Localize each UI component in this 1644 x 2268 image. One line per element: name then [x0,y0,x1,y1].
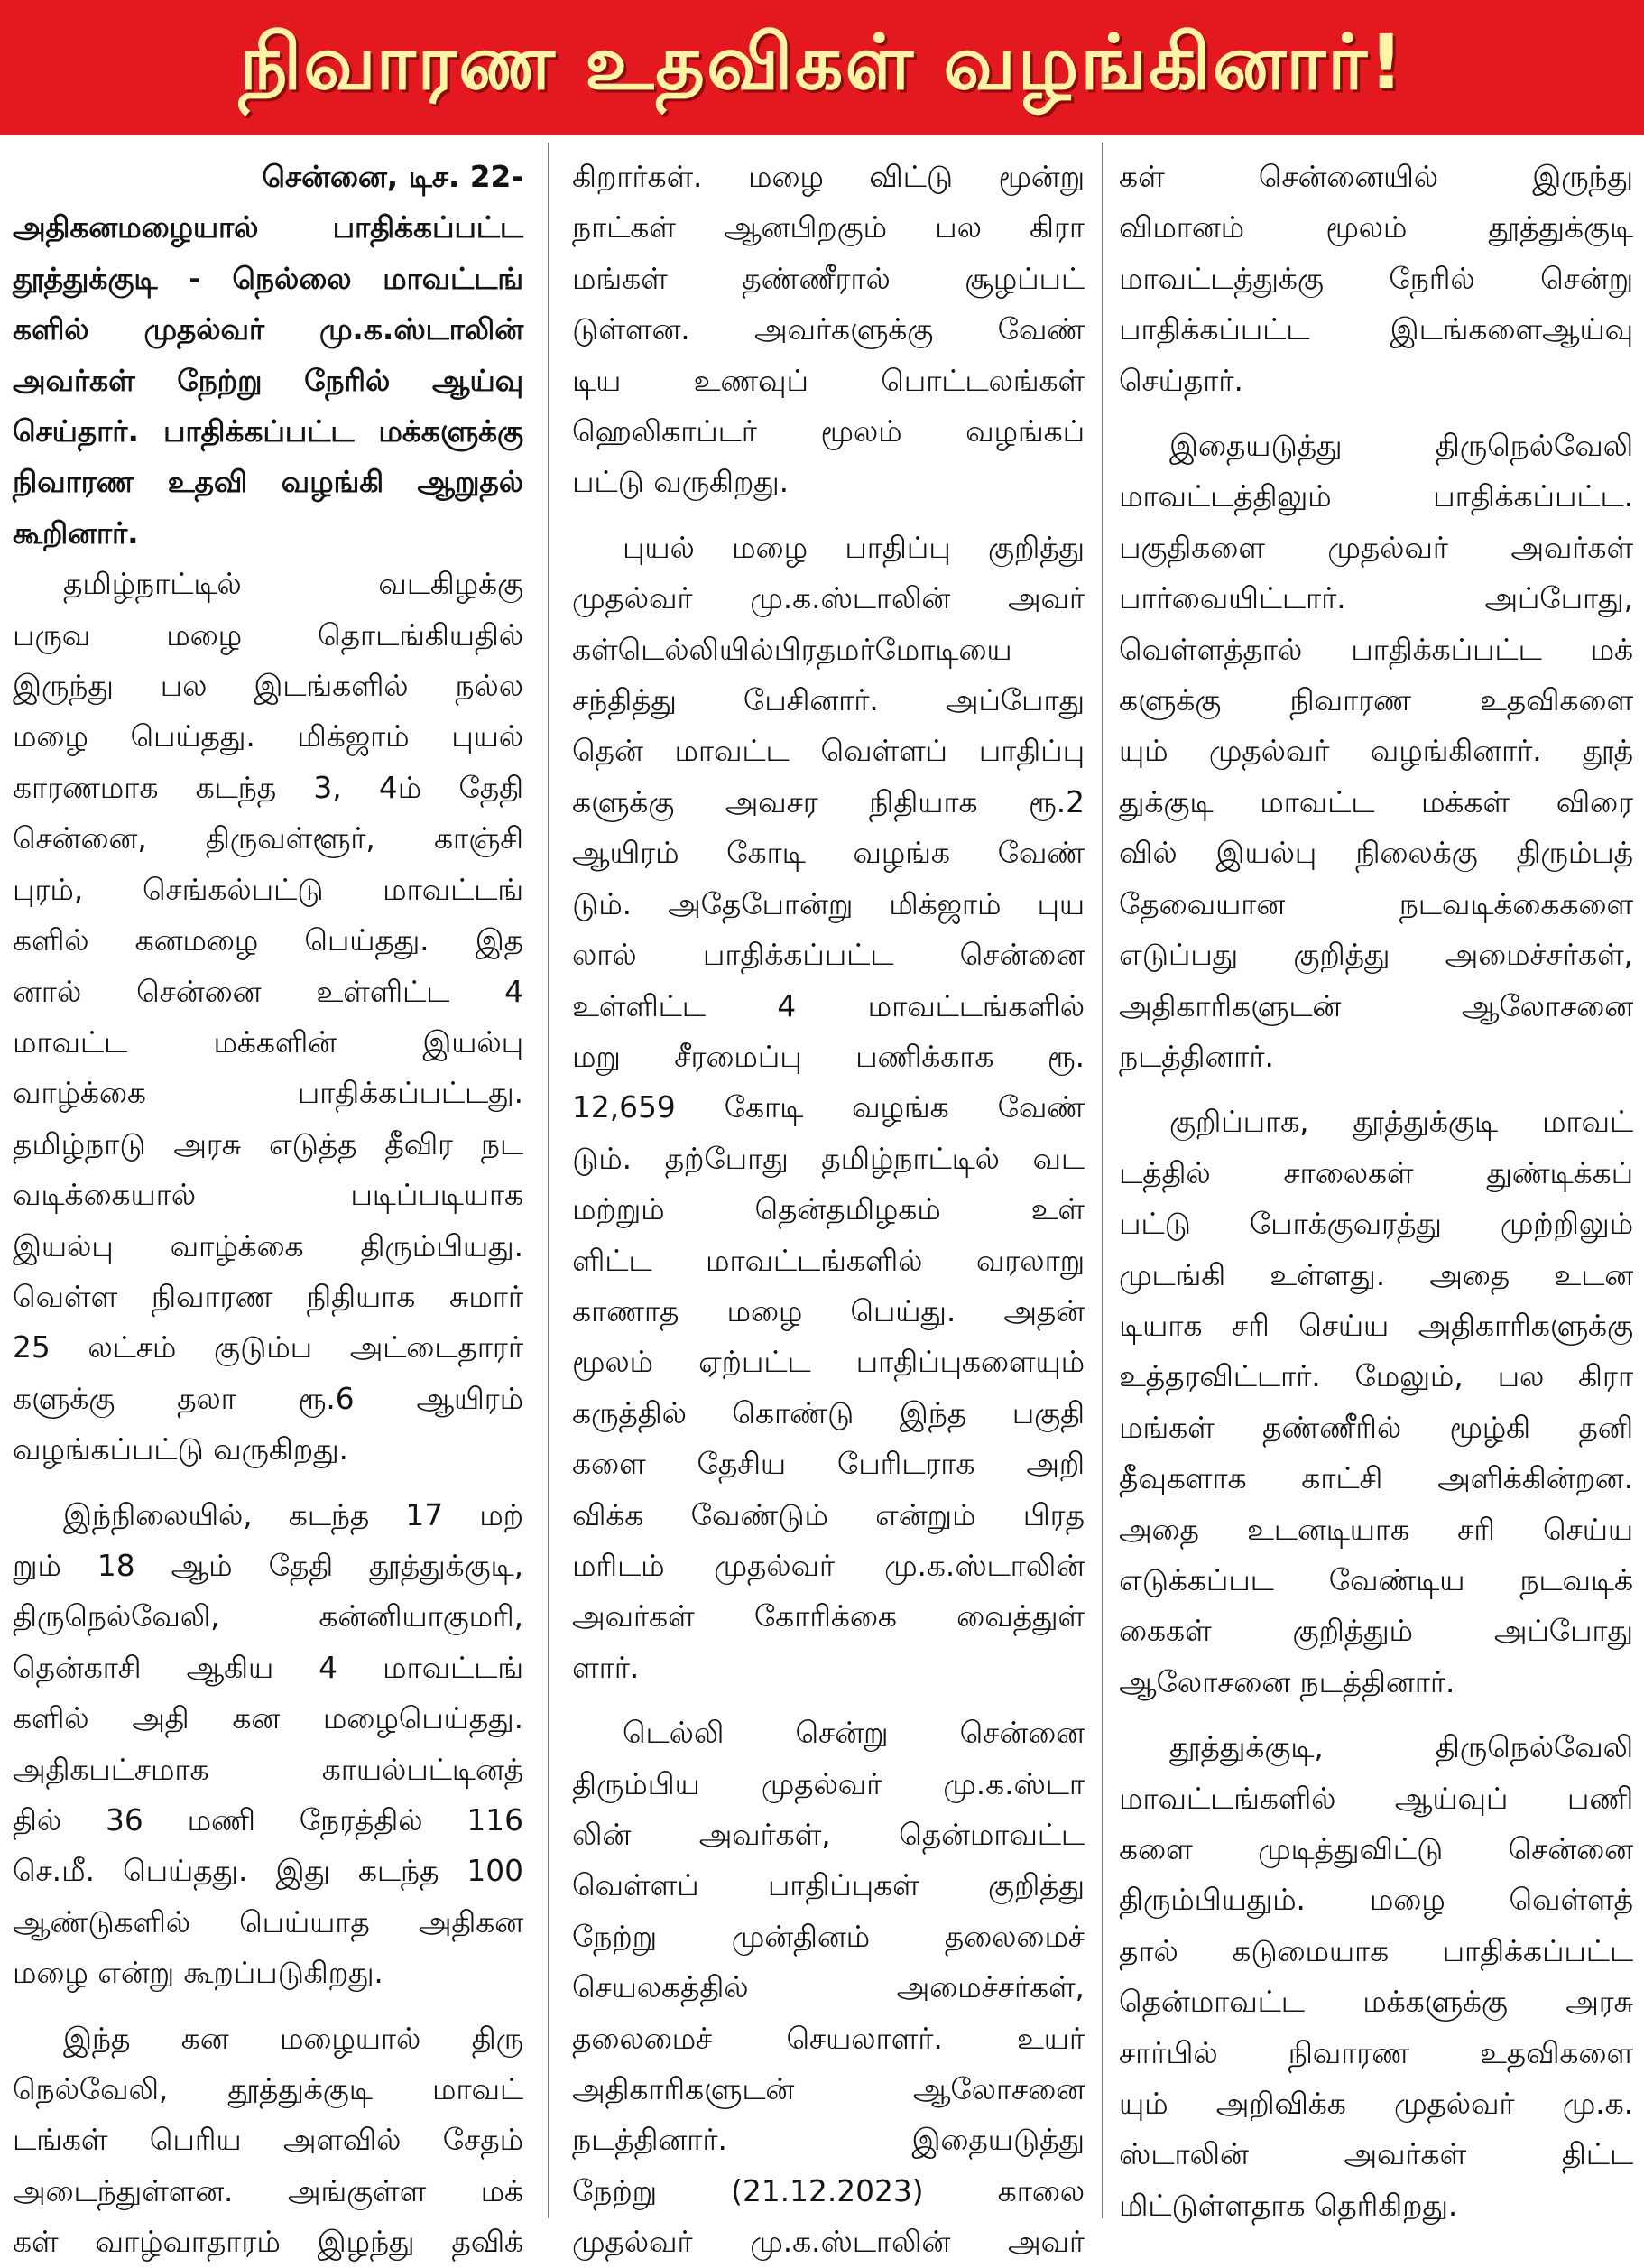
text-line: நடத்தினார். இதையடுத்து [572,2123,1085,2158]
text-line: முதல்வர் மு.க.ஸ்டாலின் அவர் [572,2225,1085,2260]
text-line: டிய உணவுப் பொட்டலங்கள் [572,363,1085,398]
text-line: அதிகபட்சமாக காயல்பட்டினத் [13,1752,523,1787]
article-paragraph [13,2013,523,2268]
text-line: மாவட்டத்திலும் பாதிக்கப்பட்ட. [1119,479,1633,514]
text-line: திருநெல்வேலி, கன்னியாகுமரி, [13,1599,523,1634]
text-line: மாவட்டங்களில் ஆய்வுப் பணி [1119,1781,1633,1816]
text-line: டுள்ளன. அவர்களுக்கு வேண் [572,312,1085,347]
text-line: பட்டு போக்குவரத்து முற்றிலும் [1119,1207,1633,1242]
text-line: சந்தித்து பேசினார். அப்போது [572,683,1085,718]
text-line: டும். தற்போது தமிழ்நாட்டில் வட [572,1141,1085,1176]
text-line: வாழ்க்கை பாதிக்கப்பட்டது. [13,1076,523,1111]
text-line: நிவாரண உதவி வழங்கி ஆறுதல் [13,465,523,500]
text-line: களில் அதி கன மழைபெய்தது. [13,1701,523,1736]
text-line: ஆலோசனை நடத்தினார். [1119,1664,1455,1699]
text-line: பாதிக்கப்பட்ட இடங்களைஆய்வு [1119,312,1633,347]
text-line: களுக்கு தலா ரூ.6 ஆயிரம் [13,1381,523,1416]
text-line: டெல்லி சென்று சென்னை [623,1716,1085,1751]
text-line: தலைமைச் செயலாளர். உயர் [572,2021,1085,2056]
text-line: களை முடித்துவிட்டு சென்னை [1119,1832,1633,1866]
article-paragraph [1119,1722,1633,2231]
text-line: கள் வாழ்வாதாரம் இழந்து தவிக் [13,2225,523,2260]
text-line: தென்காசி ஆகிய 4 மாவட்டங் [13,1650,523,1685]
article-column-1 [13,152,523,2260]
article-lead [13,202,523,559]
text-line: களுக்கு அவசர நிதியாக ரூ.2 [572,784,1085,819]
text-line: செய்தார். பாதிக்கப்பட்ட மக்களுக்கு [13,414,523,449]
text-line: மங்கள் தண்ணீரால் சூழப்பட் [572,261,1085,296]
text-line: திரும்பியதும். மழை வெள்ளத் [1119,1883,1633,1918]
text-line: இயல்பு வாழ்க்கை திரும்பியது. [13,1228,523,1264]
text-line: களுக்கு நிவாரண உதவிகளை [1119,683,1633,718]
text-line: காணாத மழை பெய்து. அதன் [572,1293,1085,1328]
headline: நிவாரண உதவிகள் வழங்கினார்! [238,18,1406,106]
text-line: தமிழ்நாடு அரசு எடுத்த தீவிர நட [13,1126,523,1162]
text-line: யும் அறிவிக்க முதல்வர் மு.க. [1119,2087,1633,2122]
text-line: கூறினார். [13,515,139,551]
text-line: வில் இயல்பு நிலைக்கு திரும்பத் [1119,836,1633,871]
text-line: கைகள் குறித்தும் அப்போது [1119,1614,1633,1649]
text-line: மாவட்டத்துக்கு நேரில் சென்று [1119,261,1633,296]
article-paragraph [572,152,1085,508]
article-paragraph [13,1490,523,1999]
text-line: டியாக சரி செய்ய அதிகாரிகளுக்கு [1119,1308,1633,1343]
text-line: தால் கடுமையாக பாதிக்கப்பட்ட [1119,1933,1633,1968]
text-line: லின் அவர்கள், தென்மாவட்ட [572,1818,1085,1852]
text-line: தில் 36 மணி நேரத்தில் 116 [13,1803,523,1838]
text-line: பகுதிகளை முதல்வர் அவர்கள் [1119,530,1633,565]
text-line: ஸ்டாலின் அவர்கள் திட்ட [1119,2137,1633,2172]
text-line: ஆண்டுகளில் பெய்யாத அதிகன [13,1904,523,1939]
column-divider [1102,143,1103,2218]
text-line: முடங்கி உள்ளது. அதை உடன [1119,1257,1633,1292]
text-line: பருவ மழை தொடங்கியதில் [13,617,523,653]
text-line: டங்கள் பெரிய அளவில் சேதம் [13,2123,523,2158]
text-line: வெள்ளப் பாதிப்புகள் குறித்து [572,1868,1085,1903]
text-line: கள் சென்னையில் இருந்து [1119,160,1633,194]
text-line: கள்டெல்லியில்பிரதமர்மோடியை [572,632,1012,667]
text-line: உள்ளிட்ட 4 மாவட்டங்களில் [572,988,1085,1023]
text-line: னால் சென்னை உள்ளிட்ட 4 [13,974,523,1009]
text-line: இருந்து பல இடங்களில் நல்ல [13,669,523,704]
text-line: நேற்று (21.12.2023) காலை [572,2173,1085,2208]
text-line: மங்கள் தண்ணீரில் மூழ்கி தனி [1119,1410,1633,1445]
text-line: ளிட்ட மாவட்டங்களில் வரலாறு [572,1243,1085,1278]
text-line: புயல் மழை பாதிப்பு குறித்து [623,530,1085,565]
article-paragraph [1119,1097,1633,1708]
text-line: தென்மாவட்ட மக்களுக்கு அரசு [1119,1985,1633,2020]
text-line: தேவையான நடவடிக்கைகளை [1119,886,1633,921]
text-line: விக்க வேண்டும் என்றும் பிரத [572,1497,1085,1532]
text-line: லால் பாதிக்கப்பட்ட சென்னை [572,938,1085,973]
article-column-2 [572,152,1085,2260]
text-line: அடைந்துள்ளன. அங்குள்ள மக் [13,2173,523,2208]
text-line: மூலம் ஏற்பட்ட பாதிப்புகளையும் [572,1345,1085,1380]
text-line: களில் முதல்வர் மு.க.ஸ்டாலின் [13,312,523,347]
text-line: யும் முதல்வர் வழங்கினார். தூத் [1119,734,1633,769]
text-line: வெள்ள நிவாரண நிதியாக சுமார் [13,1279,523,1314]
text-line: அதிகாரிகளுடன் ஆலோசனை [1119,988,1633,1023]
text-line: மழை பெய்தது. மிக்ஜாம் புயல் [13,719,523,754]
text-line: தமிழ்நாட்டில் வடகிழக்கு [63,567,523,602]
text-line: 25 லட்சம் குடும்ப அட்டைதாரர் [13,1330,523,1365]
text-line: கிறார்கள். மழை விட்டு மூன்று [572,160,1085,194]
text-line: அதை உடனடியாக சரி செய்ய [1119,1512,1633,1547]
text-line: செய்தார். [1119,363,1243,398]
text-line: வெள்ளத்தால் பாதிக்கப்பட்ட மக் [1119,632,1633,667]
text-line: சார்பில் நிவாரண உதவிகளை [1119,2035,1633,2070]
text-line: இந்த கன மழையால் திரு [63,2021,523,2056]
text-line: ஹெலிகாப்டர் மூலம் வழங்கப் [572,414,1085,449]
article-paragraph [572,1708,1085,2267]
text-line: எடுப்பது குறித்து அமைச்சர்கள், [1119,938,1633,973]
text-line: மிட்டுள்ளதாக தெரிகிறது. [1119,2188,1458,2223]
text-line: நெல்வேலி, தூத்துக்குடி மாவட் [13,2072,523,2107]
text-line: அதிகாரிகளுடன் ஆலோசனை [572,2072,1085,2107]
text-line: குறிப்பாக, தூத்துக்குடி மாவட் [1169,1105,1633,1140]
text-line: விமானம் மூலம் தூத்துக்குடி [1119,210,1633,245]
text-line: திரும்பிய முதல்வர் மு.க.ஸ்டா [572,1766,1085,1801]
text-line: காரணமாக கடந்த 3, 4ம் தேதி [13,770,523,805]
text-line: உத்தரவிட்டார். மேலும், பல கிரா [1119,1359,1633,1394]
text-line: நடத்தினார். [1119,1039,1274,1074]
text-line: தூத்துக்குடி - நெல்லை மாவட்டங் [13,261,523,296]
text-line: டத்தில் சாலைகள் துண்டிக்கப் [1119,1155,1633,1190]
text-line: களில் கனமழை பெய்தது. இத [13,923,523,958]
text-line: களை தேசிய பேரிடராக அறி [572,1447,1085,1482]
article-paragraph [572,523,1085,1693]
text-line: கருத்தில் கொண்டு இந்த பகுதி [572,1395,1085,1430]
text-line: செ.மீ. பெய்தது. இது கடந்த 100 [13,1854,523,1889]
text-line: நேற்று முன்தினம் தலைமைச் [572,1919,1085,1954]
text-line: வடிக்கையால் படிப்படியாக [13,1178,523,1213]
text-line: செயலகத்தில் அமைச்சர்கள், [572,1970,1085,2005]
text-line: ஆயிரம் கோடி வழங்க வேண் [572,836,1085,871]
article-paragraph [13,559,523,1475]
text-line: றும் 18 ஆம் தேதி தூத்துக்குடி, [13,1548,523,1583]
text-line: முதல்வர் மு.க.ஸ்டாலின் அவர் [572,581,1085,616]
text-line: இதையடுத்து திருநெல்வேலி [1169,429,1633,464]
text-line: புரம், செங்கல்பட்டு மாவட்டங் [13,872,523,907]
text-line: தென் மாவட்ட வெள்ளப் பாதிப்பு [572,734,1085,769]
text-line: நாட்கள் ஆனபிறகும் பல கிரா [572,210,1085,245]
text-line: மாவட்ட மக்களின் இயல்பு [13,1024,523,1060]
text-line: பட்டு வருகிறது. [572,465,790,500]
text-line: இந்நிலையில், கடந்த 17 மற் [63,1497,523,1532]
text-line: வழங்கப்பட்டு வருகிறது. [13,1432,348,1467]
text-line: மற்றும் தென்தமிழகம் உள் [572,1192,1085,1227]
text-line: தீவுகளாக காட்சி அளிக்கின்றன. [1119,1461,1633,1496]
article-column-3 [1119,152,1633,2223]
text-line: எடுக்கப்பட வேண்டிய நடவடிக் [1119,1562,1633,1597]
text-line: அவர்கள் கோரிக்கை வைத்துள் [572,1599,1085,1634]
text-line: தூத்துக்குடி, திருநெல்வேலி [1169,1730,1633,1765]
article-paragraph [1119,421,1633,1082]
text-line: அதிகனமழையால் பாதிக்கப்பட்ட [13,210,523,245]
text-line: பார்வையிட்டார். அப்போது, [1119,581,1633,616]
text-line: அவர்கள் நேற்று நேரில் ஆய்வு [13,363,523,398]
text-line: துக்குடி மாவட்ட மக்கள் விரை [1119,784,1633,819]
text-line: ளார். [572,1650,640,1685]
text-line: மழை என்று கூறப்படுகிறது. [13,1956,383,1991]
text-line: மறு சீரமைப்பு பணிக்காக ரூ. [572,1039,1085,1074]
column-divider [548,143,549,2218]
text-line: டும். அதேபோன்று மிக்ஜாம் புய [572,886,1085,921]
headline-banner [0,0,1644,135]
text-line: 12,659 கோடி வழங்க வேண் [572,1090,1085,1125]
article-paragraph [1119,152,1633,406]
text-line: சென்னை, திருவள்ளூர், காஞ்சி [13,821,523,856]
text-line: மரிடம் முதல்வர் மு.க.ஸ்டாலின் [572,1548,1085,1583]
dateline: சென்னை, டிச. 22- [262,160,523,194]
